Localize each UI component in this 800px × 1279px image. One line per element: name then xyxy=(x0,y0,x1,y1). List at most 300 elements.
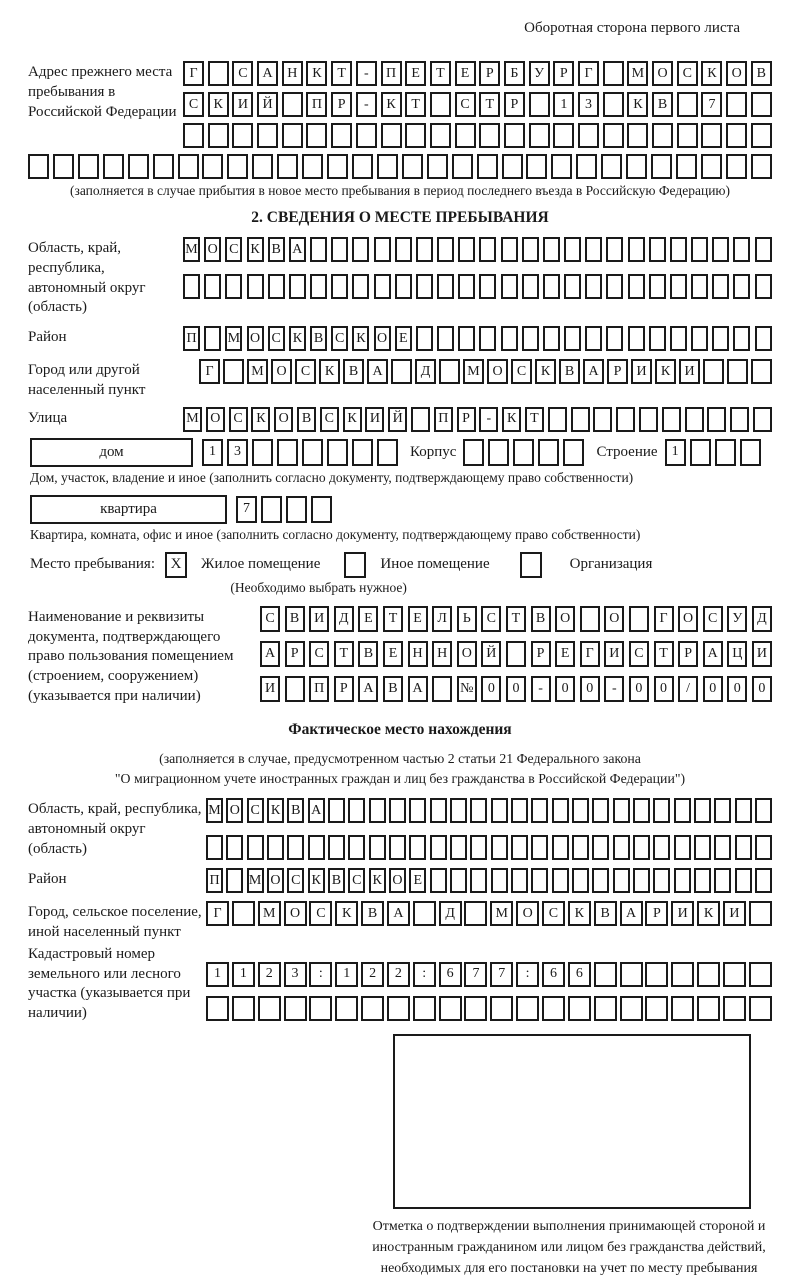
char-cell[interactable]: И xyxy=(679,359,700,384)
char-cell[interactable] xyxy=(327,439,348,466)
char-cell[interactable] xyxy=(749,962,772,987)
char-cell[interactable]: К xyxy=(535,359,556,384)
char-cell[interactable]: В xyxy=(268,237,285,262)
char-cell[interactable] xyxy=(697,996,720,1021)
char-cell[interactable]: Д xyxy=(752,606,772,632)
char-cell[interactable] xyxy=(335,996,358,1021)
char-cell[interactable] xyxy=(409,835,426,860)
char-cell[interactable] xyxy=(531,868,548,893)
char-cell[interactable]: С xyxy=(268,326,285,351)
char-cell[interactable] xyxy=(707,407,726,432)
char-cell[interactable] xyxy=(331,237,348,262)
char-cell[interactable] xyxy=(670,326,687,351)
char-cell[interactable] xyxy=(502,154,523,179)
char-cell[interactable]: А xyxy=(408,676,428,702)
char-cell[interactable]: Е xyxy=(555,641,575,667)
char-cell[interactable]: О xyxy=(389,868,406,893)
char-cell[interactable] xyxy=(258,996,281,1021)
char-cell[interactable]: Р xyxy=(531,641,551,667)
char-cell[interactable]: П xyxy=(434,407,453,432)
char-cell[interactable] xyxy=(477,154,498,179)
char-cell[interactable]: К xyxy=(335,901,358,926)
char-cell[interactable] xyxy=(277,154,298,179)
char-cell[interactable] xyxy=(352,439,373,466)
char-cell[interactable] xyxy=(28,154,49,179)
char-cell[interactable]: С xyxy=(287,868,304,893)
char-cell[interactable] xyxy=(387,996,410,1021)
char-cell[interactable]: С xyxy=(247,798,264,823)
char-cell[interactable] xyxy=(645,996,668,1021)
char-cell[interactable]: К xyxy=(697,901,720,926)
char-cell[interactable] xyxy=(712,237,729,262)
char-cell[interactable]: Е xyxy=(405,61,426,86)
char-cell[interactable] xyxy=(488,439,509,466)
char-cell[interactable] xyxy=(651,154,672,179)
char-cell[interactable] xyxy=(302,439,323,466)
char-cell[interactable]: М xyxy=(258,901,281,926)
char-cell[interactable] xyxy=(437,237,454,262)
char-cell[interactable] xyxy=(694,835,711,860)
char-cell[interactable] xyxy=(735,868,752,893)
char-cell[interactable] xyxy=(603,92,624,117)
char-cell[interactable] xyxy=(694,868,711,893)
char-cell[interactable] xyxy=(289,274,306,299)
char-cell[interactable]: И xyxy=(671,901,694,926)
char-cell[interactable] xyxy=(685,407,704,432)
char-cell[interactable]: А xyxy=(260,641,280,667)
char-cell[interactable]: В xyxy=(594,901,617,926)
char-cell[interactable]: Р xyxy=(553,61,574,86)
char-cell[interactable] xyxy=(206,996,229,1021)
char-cell[interactable] xyxy=(564,237,581,262)
char-cell[interactable]: К xyxy=(308,868,325,893)
char-cell[interactable]: Г xyxy=(183,61,204,86)
char-cell[interactable] xyxy=(585,326,602,351)
char-cell[interactable] xyxy=(628,237,645,262)
char-cell[interactable] xyxy=(413,901,436,926)
char-cell[interactable] xyxy=(694,798,711,823)
char-cell[interactable] xyxy=(464,901,487,926)
char-cell[interactable] xyxy=(389,835,406,860)
char-cell[interactable] xyxy=(620,996,643,1021)
char-cell[interactable]: М xyxy=(463,359,484,384)
char-cell[interactable] xyxy=(261,496,282,523)
char-cell[interactable] xyxy=(395,237,412,262)
char-cell[interactable] xyxy=(308,835,325,860)
char-cell[interactable] xyxy=(749,996,772,1021)
char-cell[interactable]: / xyxy=(678,676,698,702)
char-cell[interactable]: П xyxy=(309,676,329,702)
char-cell[interactable] xyxy=(568,996,591,1021)
char-cell[interactable]: А xyxy=(257,61,278,86)
char-cell[interactable] xyxy=(348,835,365,860)
char-cell[interactable] xyxy=(701,123,722,148)
char-cell[interactable]: М xyxy=(225,326,242,351)
char-cell[interactable]: И xyxy=(260,676,280,702)
checkbox-residential[interactable]: X xyxy=(165,552,187,578)
char-cell[interactable] xyxy=(352,274,369,299)
char-cell[interactable]: У xyxy=(529,61,550,86)
char-cell[interactable] xyxy=(377,154,398,179)
checkbox-organization[interactable] xyxy=(520,552,542,578)
char-cell[interactable]: 1 xyxy=(202,439,223,466)
char-cell[interactable]: К xyxy=(343,407,362,432)
char-cell[interactable] xyxy=(594,962,617,987)
char-cell[interactable] xyxy=(452,154,473,179)
char-cell[interactable]: О xyxy=(267,868,284,893)
char-cell[interactable] xyxy=(572,798,589,823)
char-cell[interactable]: И xyxy=(752,641,772,667)
char-cell[interactable]: О xyxy=(604,606,624,632)
char-cell[interactable]: 0 xyxy=(752,676,772,702)
char-cell[interactable]: П xyxy=(206,868,223,893)
char-cell[interactable] xyxy=(232,901,255,926)
char-cell[interactable] xyxy=(153,154,174,179)
char-cell[interactable] xyxy=(513,439,534,466)
char-cell[interactable] xyxy=(594,996,617,1021)
char-cell[interactable] xyxy=(649,274,666,299)
char-cell[interactable] xyxy=(613,868,630,893)
char-cell[interactable]: И xyxy=(232,92,253,117)
char-cell[interactable] xyxy=(670,274,687,299)
char-cell[interactable] xyxy=(553,123,574,148)
char-cell[interactable] xyxy=(677,123,698,148)
char-cell[interactable]: О xyxy=(555,606,575,632)
char-cell[interactable] xyxy=(439,996,462,1021)
char-cell[interactable] xyxy=(331,123,352,148)
char-cell[interactable]: Т xyxy=(331,61,352,86)
char-cell[interactable] xyxy=(726,154,747,179)
char-cell[interactable] xyxy=(302,154,323,179)
char-cell[interactable] xyxy=(183,274,200,299)
char-cell[interactable] xyxy=(282,92,303,117)
char-cell[interactable]: 6 xyxy=(568,962,591,987)
char-cell[interactable] xyxy=(284,996,307,1021)
char-cell[interactable]: И xyxy=(723,901,746,926)
char-cell[interactable] xyxy=(309,996,332,1021)
char-cell[interactable] xyxy=(226,868,243,893)
char-cell[interactable]: К xyxy=(306,61,327,86)
char-cell[interactable] xyxy=(690,439,711,466)
char-cell[interactable]: С xyxy=(309,901,332,926)
char-cell[interactable]: 7 xyxy=(236,496,257,523)
char-cell[interactable] xyxy=(606,326,623,351)
char-cell[interactable]: Т xyxy=(479,92,500,117)
char-cell[interactable]: В xyxy=(358,641,378,667)
char-cell[interactable] xyxy=(662,407,681,432)
char-cell[interactable]: Г xyxy=(578,61,599,86)
char-cell[interactable]: - xyxy=(356,61,377,86)
char-cell[interactable]: В xyxy=(559,359,580,384)
char-cell[interactable]: 1 xyxy=(553,92,574,117)
char-cell[interactable] xyxy=(232,996,255,1021)
char-cell[interactable]: О xyxy=(204,237,221,262)
char-cell[interactable] xyxy=(755,237,772,262)
char-cell[interactable] xyxy=(701,154,722,179)
char-cell[interactable] xyxy=(628,326,645,351)
char-cell[interactable] xyxy=(53,154,74,179)
char-cell[interactable] xyxy=(522,274,539,299)
char-cell[interactable]: 0 xyxy=(654,676,674,702)
char-cell[interactable] xyxy=(531,798,548,823)
char-cell[interactable]: В xyxy=(531,606,551,632)
char-cell[interactable] xyxy=(703,359,724,384)
char-cell[interactable]: К xyxy=(208,92,229,117)
char-cell[interactable]: 0 xyxy=(629,676,649,702)
char-cell[interactable] xyxy=(753,407,772,432)
house-type-box[interactable]: дом xyxy=(30,438,193,467)
char-cell[interactable]: К xyxy=(267,798,284,823)
char-cell[interactable] xyxy=(714,798,731,823)
char-cell[interactable] xyxy=(727,359,748,384)
char-cell[interactable] xyxy=(526,154,547,179)
char-cell[interactable]: К xyxy=(369,868,386,893)
char-cell[interactable] xyxy=(628,274,645,299)
char-cell[interactable]: В xyxy=(328,868,345,893)
char-cell[interactable] xyxy=(576,154,597,179)
char-cell[interactable] xyxy=(712,326,729,351)
char-cell[interactable] xyxy=(430,835,447,860)
char-cell[interactable] xyxy=(223,359,244,384)
char-cell[interactable]: К xyxy=(319,359,340,384)
char-cell[interactable]: Р xyxy=(457,407,476,432)
char-cell[interactable] xyxy=(252,154,273,179)
char-cell[interactable] xyxy=(389,798,406,823)
char-cell[interactable] xyxy=(572,868,589,893)
char-cell[interactable] xyxy=(697,962,720,987)
char-cell[interactable] xyxy=(277,439,298,466)
char-cell[interactable] xyxy=(178,154,199,179)
char-cell[interactable] xyxy=(225,274,242,299)
char-cell[interactable] xyxy=(311,496,332,523)
char-cell[interactable] xyxy=(674,835,691,860)
char-cell[interactable]: 0 xyxy=(703,676,723,702)
char-cell[interactable] xyxy=(310,237,327,262)
char-cell[interactable]: М xyxy=(206,798,223,823)
char-cell[interactable] xyxy=(677,92,698,117)
char-cell[interactable] xyxy=(208,123,229,148)
char-cell[interactable]: П xyxy=(306,92,327,117)
char-cell[interactable] xyxy=(450,835,467,860)
char-cell[interactable] xyxy=(511,798,528,823)
char-cell[interactable] xyxy=(543,237,560,262)
char-cell[interactable] xyxy=(285,676,305,702)
char-cell[interactable]: В xyxy=(285,606,305,632)
char-cell[interactable]: О xyxy=(678,606,698,632)
char-cell[interactable] xyxy=(247,274,264,299)
char-cell[interactable]: Й xyxy=(481,641,501,667)
char-cell[interactable] xyxy=(529,123,550,148)
char-cell[interactable]: К xyxy=(701,61,722,86)
char-cell[interactable]: О xyxy=(284,901,307,926)
char-cell[interactable] xyxy=(733,274,750,299)
char-cell[interactable] xyxy=(726,92,747,117)
char-cell[interactable] xyxy=(633,835,650,860)
char-cell[interactable] xyxy=(522,237,539,262)
char-cell[interactable] xyxy=(538,439,559,466)
char-cell[interactable] xyxy=(715,439,736,466)
char-cell[interactable]: Р xyxy=(331,92,352,117)
char-cell[interactable] xyxy=(374,237,391,262)
char-cell[interactable] xyxy=(723,996,746,1021)
char-cell[interactable] xyxy=(405,123,426,148)
char-cell[interactable] xyxy=(585,274,602,299)
char-cell[interactable] xyxy=(328,835,345,860)
char-cell[interactable]: : xyxy=(516,962,539,987)
char-cell[interactable]: Р xyxy=(504,92,525,117)
char-cell[interactable] xyxy=(740,439,761,466)
char-cell[interactable]: Е xyxy=(408,606,428,632)
char-cell[interactable]: Т xyxy=(525,407,544,432)
char-cell[interactable] xyxy=(458,237,475,262)
char-cell[interactable] xyxy=(564,274,581,299)
char-cell[interactable] xyxy=(479,274,496,299)
char-cell[interactable]: С xyxy=(455,92,476,117)
char-cell[interactable]: 6 xyxy=(439,962,462,987)
char-cell[interactable] xyxy=(735,835,752,860)
char-cell[interactable] xyxy=(458,274,475,299)
char-cell[interactable] xyxy=(751,359,772,384)
char-cell[interactable] xyxy=(572,835,589,860)
char-cell[interactable] xyxy=(470,798,487,823)
char-cell[interactable] xyxy=(755,835,772,860)
char-cell[interactable]: О xyxy=(726,61,747,86)
char-cell[interactable] xyxy=(691,326,708,351)
char-cell[interactable] xyxy=(437,274,454,299)
char-cell[interactable]: 0 xyxy=(481,676,501,702)
char-cell[interactable] xyxy=(522,326,539,351)
char-cell[interactable]: И xyxy=(309,606,329,632)
char-cell[interactable] xyxy=(310,274,327,299)
char-cell[interactable] xyxy=(592,835,609,860)
char-cell[interactable]: М xyxy=(247,359,268,384)
char-cell[interactable]: И xyxy=(631,359,652,384)
char-cell[interactable] xyxy=(430,798,447,823)
char-cell[interactable] xyxy=(645,962,668,987)
char-cell[interactable]: 0 xyxy=(555,676,575,702)
char-cell[interactable] xyxy=(391,359,412,384)
char-cell[interactable]: Н xyxy=(282,61,303,86)
char-cell[interactable] xyxy=(548,407,567,432)
char-cell[interactable] xyxy=(427,154,448,179)
char-cell[interactable] xyxy=(491,798,508,823)
char-cell[interactable]: С xyxy=(348,868,365,893)
char-cell[interactable] xyxy=(691,237,708,262)
char-cell[interactable] xyxy=(691,274,708,299)
char-cell[interactable] xyxy=(252,439,273,466)
char-cell[interactable] xyxy=(501,274,518,299)
char-cell[interactable]: С xyxy=(232,61,253,86)
char-cell[interactable] xyxy=(377,439,398,466)
char-cell[interactable]: О xyxy=(516,901,539,926)
char-cell[interactable]: К xyxy=(352,326,369,351)
char-cell[interactable] xyxy=(430,92,451,117)
char-cell[interactable] xyxy=(204,274,221,299)
char-cell[interactable]: В xyxy=(297,407,316,432)
char-cell[interactable]: А xyxy=(358,676,378,702)
char-cell[interactable]: Е xyxy=(455,61,476,86)
char-cell[interactable]: А xyxy=(308,798,325,823)
char-cell[interactable] xyxy=(479,326,496,351)
char-cell[interactable] xyxy=(413,996,436,1021)
char-cell[interactable] xyxy=(671,962,694,987)
char-cell[interactable] xyxy=(356,123,377,148)
char-cell[interactable]: 7 xyxy=(490,962,513,987)
char-cell[interactable] xyxy=(463,439,484,466)
char-cell[interactable] xyxy=(450,798,467,823)
char-cell[interactable]: А xyxy=(703,641,723,667)
char-cell[interactable] xyxy=(439,359,460,384)
char-cell[interactable]: С xyxy=(309,641,329,667)
char-cell[interactable]: М xyxy=(490,901,513,926)
char-cell[interactable]: С xyxy=(331,326,348,351)
char-cell[interactable]: 2 xyxy=(361,962,384,987)
char-cell[interactable] xyxy=(450,868,467,893)
char-cell[interactable] xyxy=(470,835,487,860)
char-cell[interactable] xyxy=(712,274,729,299)
char-cell[interactable]: И xyxy=(604,641,624,667)
char-cell[interactable] xyxy=(620,962,643,987)
char-cell[interactable] xyxy=(751,92,772,117)
char-cell[interactable] xyxy=(491,835,508,860)
char-cell[interactable] xyxy=(723,962,746,987)
char-cell[interactable]: 2 xyxy=(258,962,281,987)
char-cell[interactable] xyxy=(306,123,327,148)
char-cell[interactable]: С xyxy=(183,92,204,117)
char-cell[interactable] xyxy=(543,274,560,299)
char-cell[interactable] xyxy=(504,123,525,148)
char-cell[interactable] xyxy=(627,123,648,148)
char-cell[interactable]: Г xyxy=(199,359,220,384)
char-cell[interactable]: Р xyxy=(678,641,698,667)
char-cell[interactable]: К xyxy=(502,407,521,432)
char-cell[interactable] xyxy=(714,835,731,860)
char-cell[interactable] xyxy=(653,868,670,893)
char-cell[interactable] xyxy=(633,868,650,893)
char-cell[interactable] xyxy=(411,407,430,432)
char-cell[interactable] xyxy=(511,868,528,893)
char-cell[interactable] xyxy=(629,606,649,632)
char-cell[interactable]: Г xyxy=(206,901,229,926)
char-cell[interactable]: В xyxy=(343,359,364,384)
char-cell[interactable] xyxy=(430,868,447,893)
char-cell[interactable] xyxy=(603,123,624,148)
char-cell[interactable] xyxy=(633,798,650,823)
char-cell[interactable] xyxy=(267,835,284,860)
char-cell[interactable]: В xyxy=(751,61,772,86)
char-cell[interactable]: 6 xyxy=(542,962,565,987)
char-cell[interactable]: С xyxy=(703,606,723,632)
char-cell[interactable]: 1 xyxy=(335,962,358,987)
char-cell[interactable] xyxy=(563,439,584,466)
char-cell[interactable] xyxy=(552,868,569,893)
char-cell[interactable] xyxy=(551,154,572,179)
char-cell[interactable] xyxy=(327,154,348,179)
char-cell[interactable]: Т xyxy=(654,641,674,667)
char-cell[interactable] xyxy=(726,123,747,148)
char-cell[interactable] xyxy=(409,798,426,823)
char-cell[interactable] xyxy=(286,496,307,523)
char-cell[interactable]: Д xyxy=(334,606,354,632)
char-cell[interactable] xyxy=(226,835,243,860)
char-cell[interactable] xyxy=(730,407,749,432)
char-cell[interactable]: Е xyxy=(383,641,403,667)
char-cell[interactable] xyxy=(674,868,691,893)
char-cell[interactable] xyxy=(206,835,223,860)
char-cell[interactable] xyxy=(374,274,391,299)
char-cell[interactable]: : xyxy=(413,962,436,987)
char-cell[interactable] xyxy=(331,274,348,299)
